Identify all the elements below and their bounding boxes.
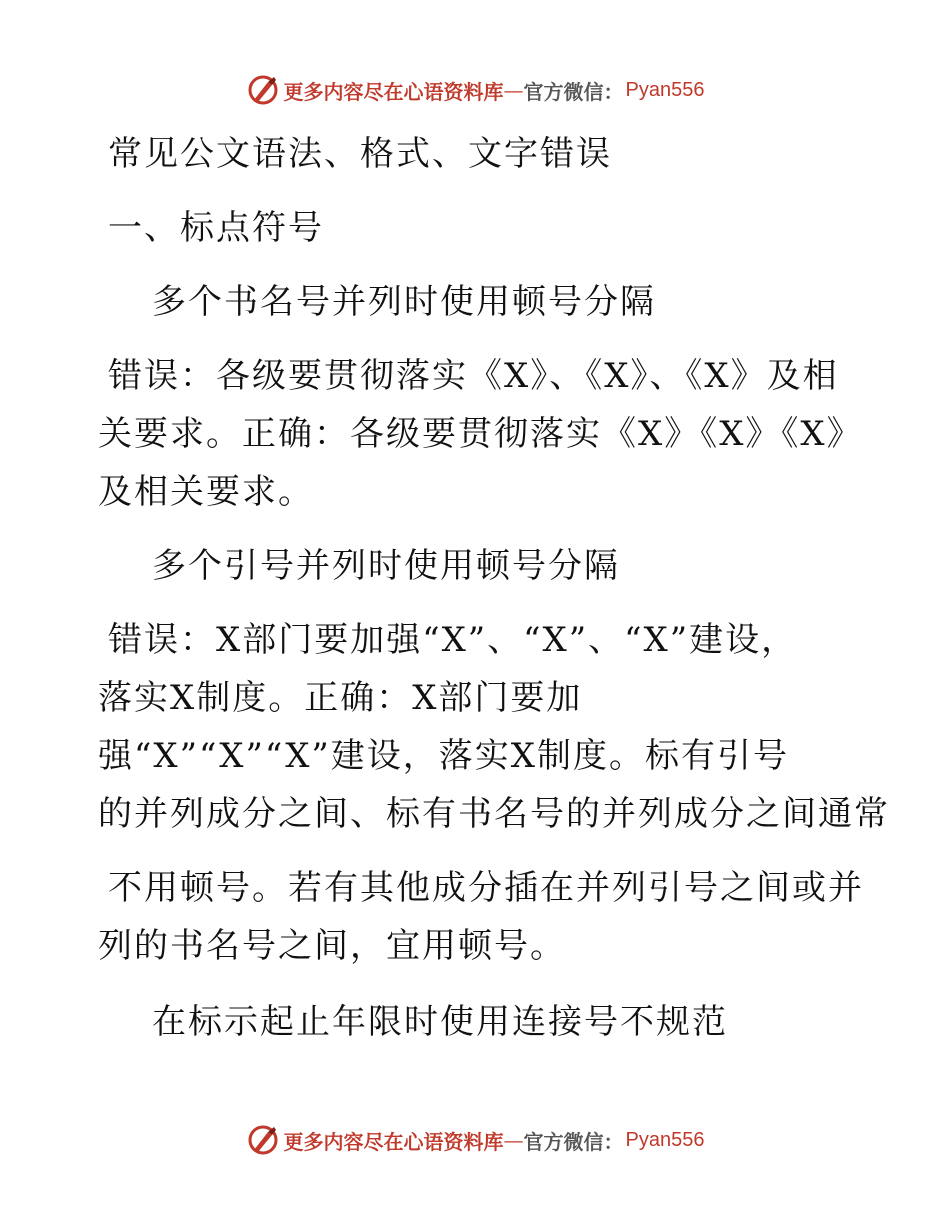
quill-logo-icon <box>246 1123 280 1157</box>
banner-main-text: 更多内容尽在心语资料库 <box>283 1129 504 1154</box>
paragraph-line: 的并列成分之间、标有书名号的并列成分之间通常 <box>98 794 890 834</box>
subheading-book-marks: 多个书名号并列时使用顿号分隔 <box>152 282 656 322</box>
paragraph-line: 错误：X部门要加强“X”、“X”、“X”建设， <box>108 620 798 660</box>
section-heading: 一、标点符号 <box>108 208 324 248</box>
banner-wechat-label: 官方微信： <box>523 79 624 104</box>
banner-dash: — <box>503 1128 524 1152</box>
subheading-quote-marks: 多个引号并列时使用顿号分隔 <box>152 546 620 586</box>
banner-wechat-label: 官方微信： <box>523 1129 624 1154</box>
subheading-connector: 在标示起止年限时使用连接号不规范 <box>152 1002 728 1042</box>
header-banner <box>0 70 950 110</box>
banner-dash: — <box>503 78 524 102</box>
paragraph-line: 及相关要求。 <box>98 472 314 512</box>
banner-wechat-id: Pyan556 <box>625 78 705 101</box>
page-title: 常见公文语法、格式、文字错误 <box>108 134 612 174</box>
quill-logo-icon <box>246 73 280 107</box>
paragraph-line: 错误：各级要贯彻落实《X》、《X》、《X》及相 <box>108 356 839 396</box>
paragraph-line: 强“X”“X”“X”建设，落实X制度。标有引号 <box>98 736 790 776</box>
banner-main-text: 更多内容尽在心语资料库 <box>283 79 504 104</box>
paragraph-line: 不用顿号。若有其他成分插在并列引号之间或并 <box>108 868 864 908</box>
paragraph-line: 关要求。正确：各级要贯彻落实《X》《X》《X》 <box>98 414 863 454</box>
paragraph-line: 列的书名号之间，宜用顿号。 <box>98 926 566 966</box>
paragraph-line: 落实X制度。正确：X部门要加 <box>98 678 583 718</box>
banner-wechat-id: Pyan556 <box>625 1128 705 1151</box>
footer-banner <box>0 1120 950 1160</box>
